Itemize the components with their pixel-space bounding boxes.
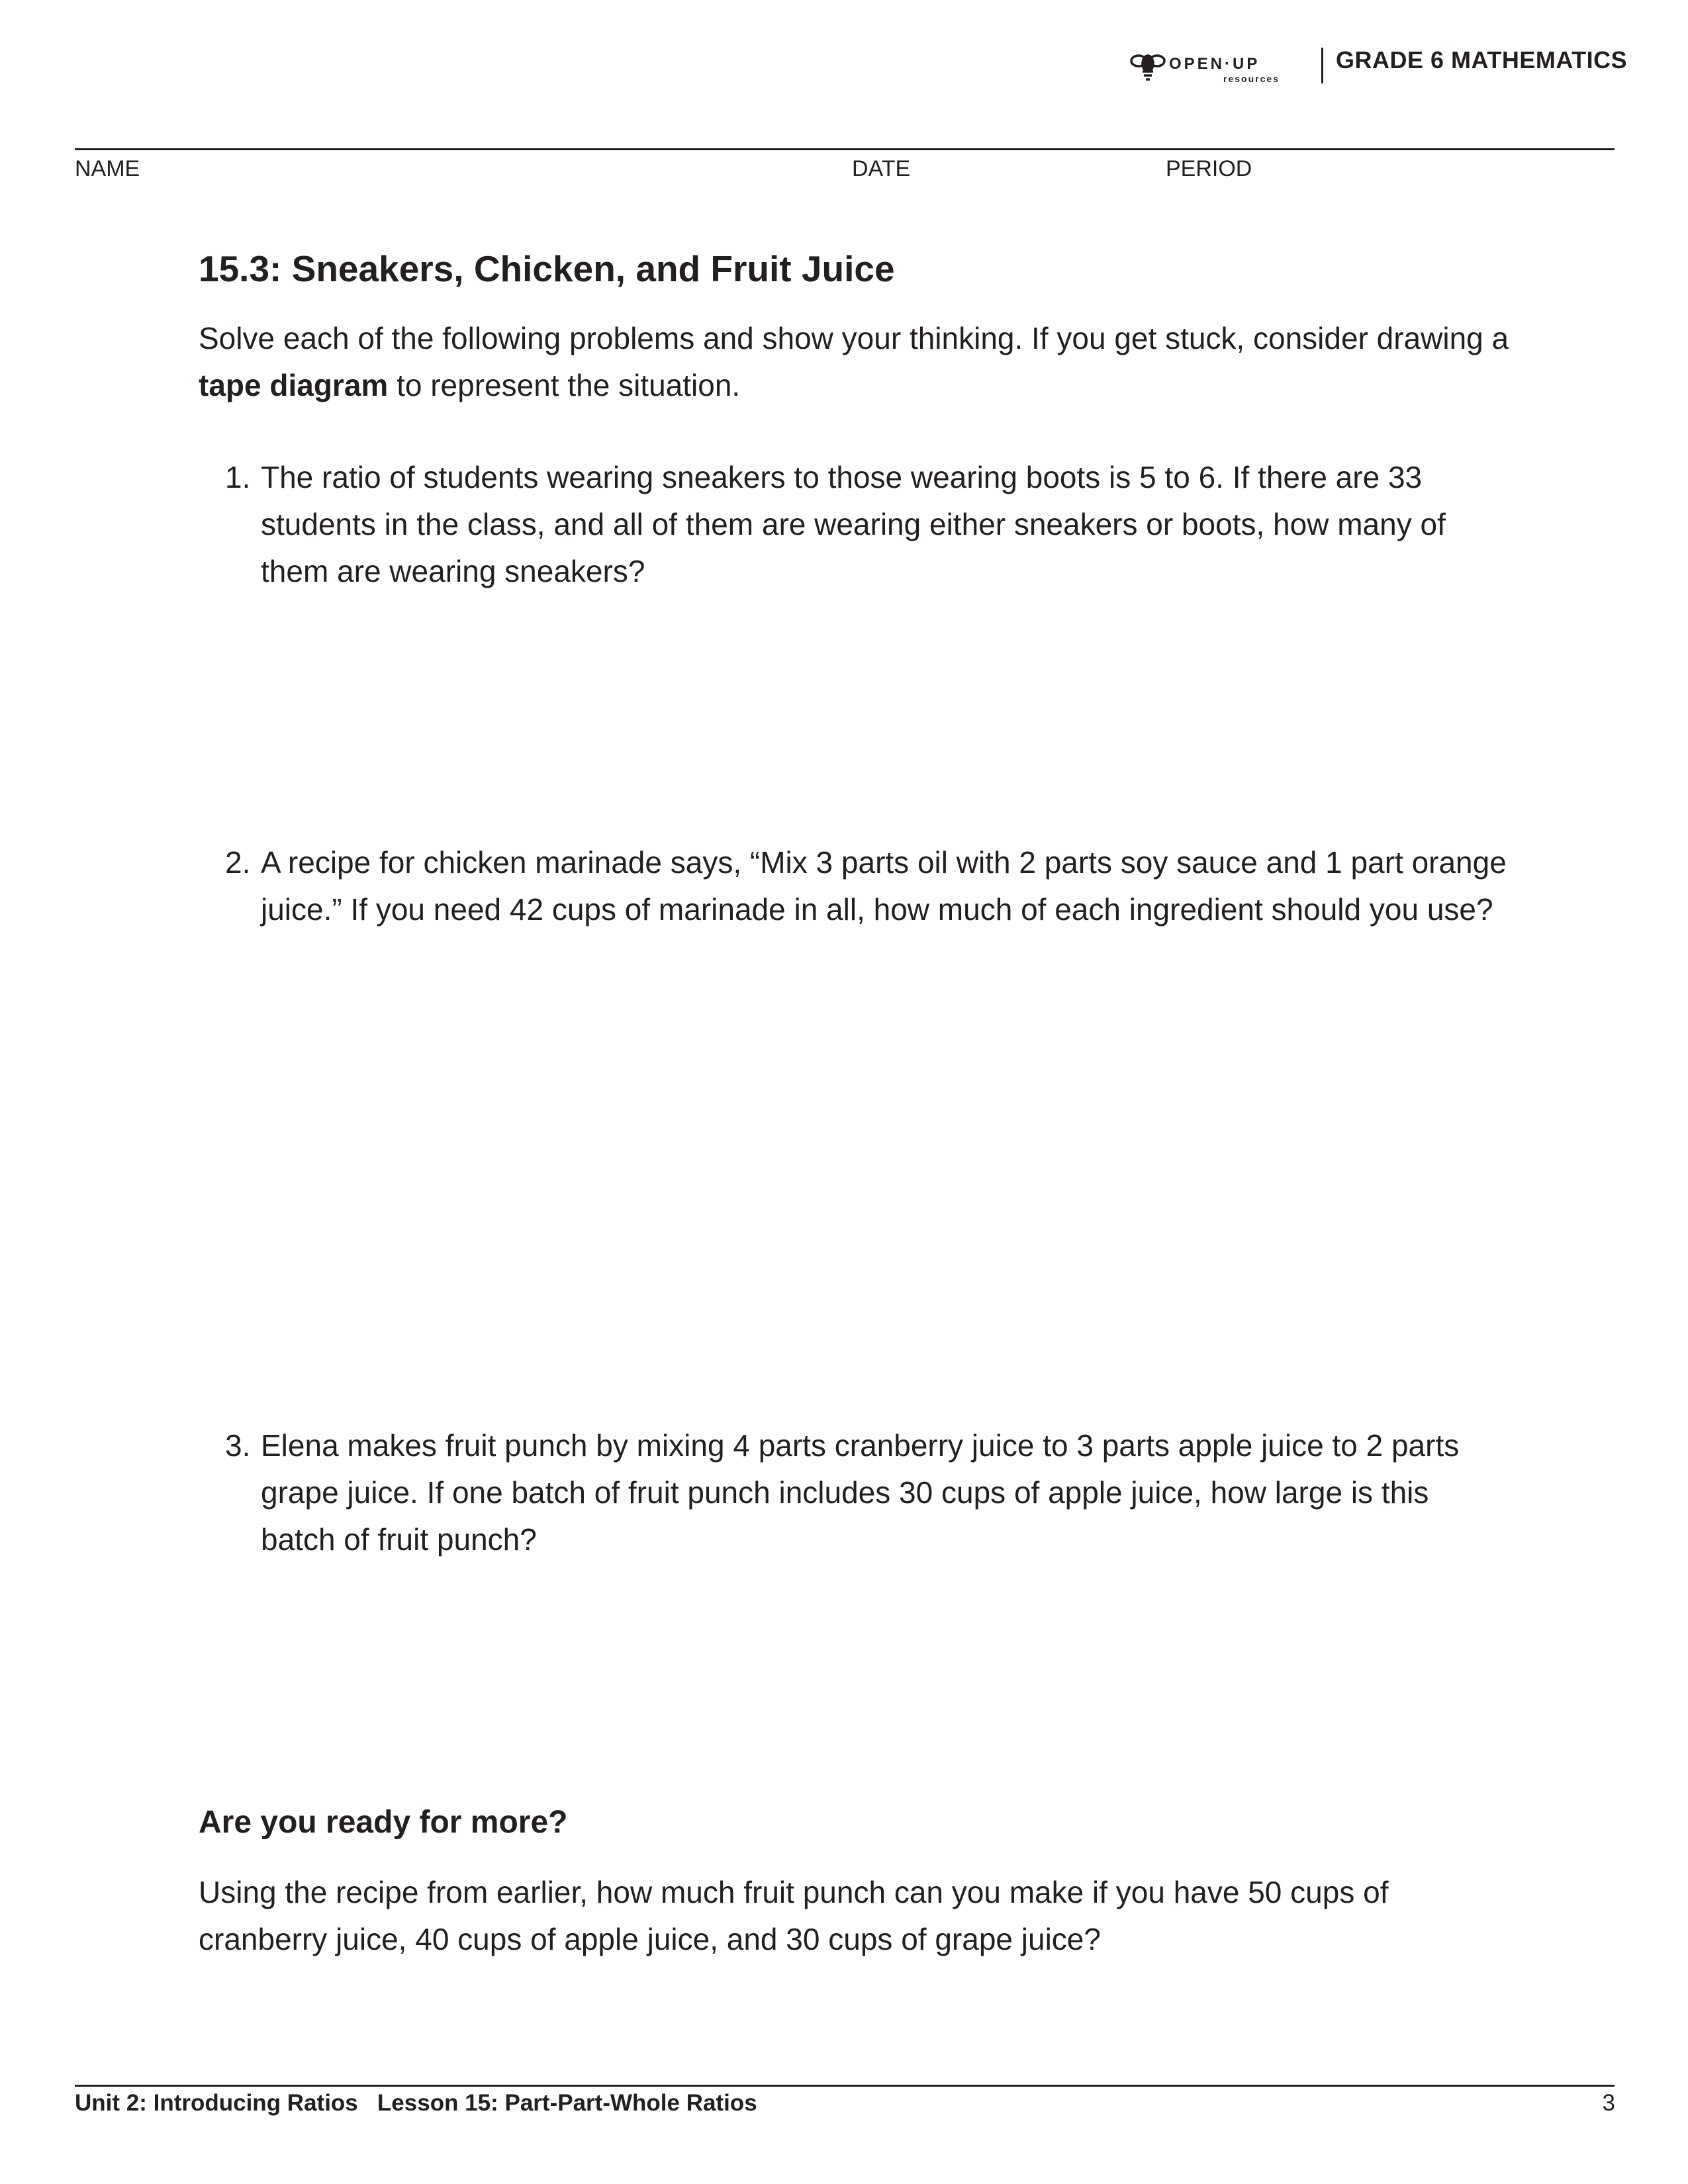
problem-number: 3. (225, 1428, 251, 1463)
bottom-rule (75, 2085, 1615, 2087)
open-up-resources-logo (1125, 48, 1297, 87)
instructions-text-start: Solve each of the following problems and show your thinking. If you get stuck, consider drawing a (199, 321, 1509, 355)
footer-unit-lesson: Unit 2: Introducing Ratios Lesson 15: Part-Part-Whole Ratios (75, 2090, 757, 2116)
problem-1 (199, 454, 1509, 595)
activity-title: 15.3: Sneakers, Chicken, and Fruit Juice (199, 248, 895, 289)
problem-3 (199, 1422, 1509, 1563)
instructions-text-end: to represent the situation. (388, 368, 741, 402)
problem-text: A recipe for chicken marinade says, “Mix 3 parts oil with 2 parts soy sauce and 1 part orange juice.” If you need 42 cups of marinade in all, how much of each ingredient should you use? (261, 845, 1507, 927)
problem-number: 2. (225, 845, 251, 880)
ready-for-more-heading: Are you ready for more? (199, 1805, 568, 1840)
grade-label: GRADE 6 MATHEMATICS (1336, 46, 1628, 73)
activity-instructions (199, 315, 1509, 409)
name-field-label: NAME (75, 156, 140, 181)
header-divider (1321, 48, 1323, 83)
tape-diagram-term: tape diagram (199, 368, 389, 402)
page-number: 3 (1602, 2090, 1615, 2116)
problem-2 (199, 839, 1509, 933)
problem-text: The ratio of students wearing sneakers to those wearing boots is 5 to 6. If there are 33 students in the class, and all of them are wearing either sneakers or boots, how many of them are wearing sneakers? (261, 460, 1446, 588)
problem-number: 1. (225, 460, 251, 494)
problem-text: Elena makes fruit punch by mixing 4 parts cranberry juice to 3 parts apple juice to 2 parts grape juice. If one batch of fruit punch includes 30 cups of apple juice, how large is this batch of fruit punch? (261, 1428, 1460, 1557)
date-field-label: DATE (852, 156, 911, 181)
top-rule (75, 148, 1615, 150)
ready-for-more-text: Using the recipe from earlier, how much fruit punch can you make if you have 50 cups of cranberry juice, 40 cups of apple juice, and 30 cups of grape juice? (199, 1875, 1389, 1956)
bee-icon (1131, 56, 1164, 79)
period-field-label: PERIOD (1166, 156, 1252, 181)
logo-text-resources: resources (1223, 73, 1280, 84)
logo-text-open-up: OPEN·UP (1169, 55, 1260, 73)
